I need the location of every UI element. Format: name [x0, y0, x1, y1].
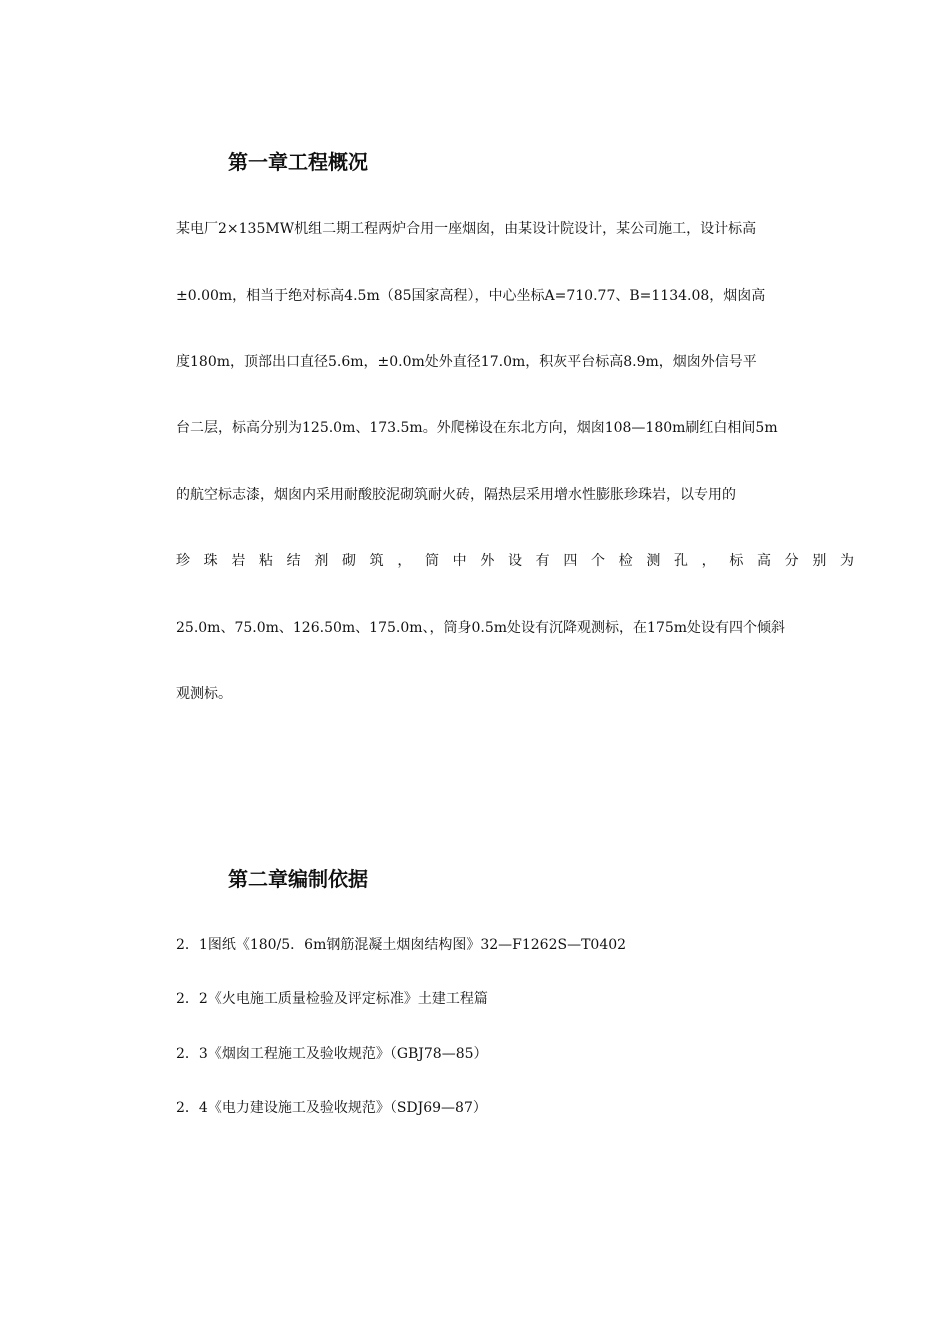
- reference-item: 2．3《烟囱工程施工及验收规范》（GBJ78—85）: [176, 1046, 488, 1062]
- paragraph-line: 珍 珠 岩 粘 结 剂 砌 筑 ， 筒 中 外 设 有 四 个 检 测 孔 ， 标 高 分 别 为: [176, 553, 854, 569]
- paragraph-line: 度180m，顶部出口直径5.6m，±0.0m处外直径17.0m，积灰平台标高8.9m，烟囱外信号平: [176, 354, 757, 370]
- reference-item: 2．2《火电施工质量检验及评定标准》土建工程篇: [176, 991, 488, 1007]
- reference-item: 2．1图纸《180/5．6m钢筋混凝土烟囱结构图》32—F1262S—T0402: [176, 937, 627, 953]
- paragraph-line: 观测标。: [176, 686, 232, 702]
- reference-item: 2．4《电力建设施工及验收规范》（SDJ69—87）: [176, 1100, 487, 1116]
- paragraph-line: ±0.00m，相当于绝对标高4.5m（85国家高程），中心坐标A=710.77、B=1134.08，烟囱高: [176, 288, 766, 304]
- paragraph-line: 某电厂2×135MW机组二期工程两炉合用一座烟囱，由某设计院设计，某公司施工，设计标高: [176, 221, 757, 237]
- paragraph-line: 台二层，标高分别为125.0m、173.5m。外爬梯设在东北方向，烟囱108—180m刷红白相间5m: [176, 420, 778, 436]
- paragraph-line: 25.0m、75.0m、126.50m、175.0m、，筒身0.5m处设有沉降观测标，在175m处设有四个倾斜: [176, 620, 786, 636]
- paragraph-line: 的航空标志漆，烟囱内采用耐酸胶泥砌筑耐火砖，隔热层采用增水性膨胀珍珠岩，以专用的: [176, 487, 736, 503]
- chapter-1-title: 第一章工程概况: [228, 150, 368, 174]
- chapter-2-title: 第二章编制依据: [228, 867, 368, 891]
